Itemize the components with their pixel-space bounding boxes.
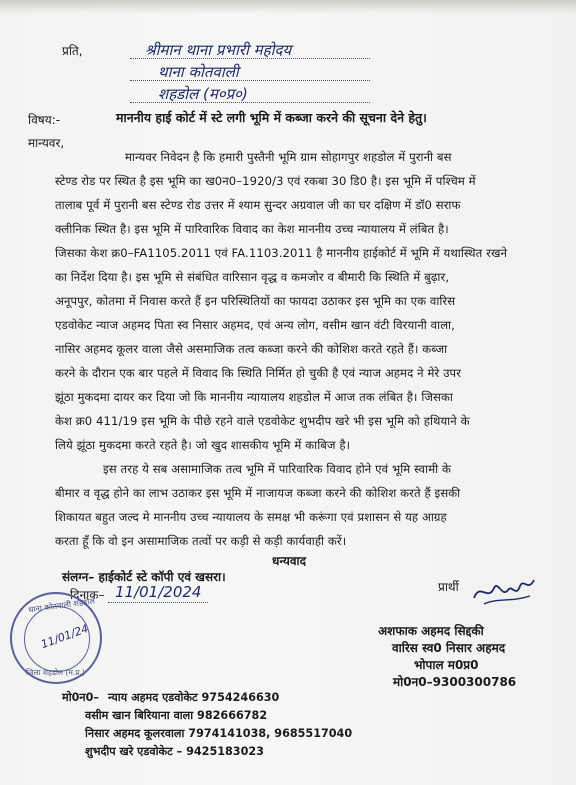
date-rule: [108, 602, 208, 603]
recipient-line-1: श्रीमान थाना प्रभारी महोदय: [145, 41, 292, 59]
prati-label: प्रति,: [62, 44, 83, 58]
contact-line: शुभदीप खरे एडवोकेट – 9425183023: [85, 745, 264, 758]
body-line: नासिर अहमद कूलर वाला जैसे असमाजिक तत्व कब्जा करने की कोशिश करते रहते हैं। कब्जा: [55, 342, 448, 356]
police-stamp: [10, 592, 102, 684]
applicant-signature: [470, 568, 540, 610]
body-line: झूंठा मुकदमा दायर कर दिया जो कि माननीय न्यायालय शहडोल में आज तक लंबित है। जिसका: [55, 390, 453, 404]
body-line: तालाब पूर्व में पुरानी बस स्टेण्ड रोड उत्तर में श्याम सुन्दर अग्रवाल जी का घर दक्षिण में डॉ0 सराफ: [55, 198, 461, 212]
dotted-rule-1: [130, 58, 370, 60]
body-line: जिसका केश क्र0–FA1105.2011 एवं FA.1103.2011 है माननीय हाईकोर्ट में भूमि में यथास्थित रखने: [55, 246, 508, 260]
recipient-line-2: थाना कोतवाली: [158, 63, 239, 81]
body-line: केश क्र0 411/19 इस भूमि के पीछे रहने वाले एडवोकेट शुभदीप खरे भी इस भूमि को हथियाने के: [55, 414, 470, 428]
stamp-ring-text: थाना कोतवाली शहडोल: [27, 596, 96, 615]
dotted-rule-2: [130, 80, 370, 82]
body-line: करता हूँ कि वो इन असामाजिक तत्वों पर कड़ी से कड़ी कार्यवाही करें।: [55, 534, 347, 548]
subject-label: विषय:-: [28, 113, 61, 127]
body-line: का निर्देश दिया है। इस भूमि से संबंधित वारिसान वृद्ध व कमजोर व बीमारी कि स्थिति में बुढ़ार,: [55, 270, 450, 284]
stamp-handwritten-date: 11/01/24: [39, 621, 91, 652]
recipient-line-3: शहडोल (म०प्र०): [158, 85, 248, 103]
body-line: शिकायत बहुत जल्द मे माननीय उच्च न्यायालय के समक्ष भी करूंगा एवं प्रशासन से यह आग्रह: [55, 510, 447, 524]
subject-text: माननीय हाई कोर्ट में स्टे लगी भूमि में कब्जा करने की सूचना देने हेतु।: [116, 110, 427, 125]
body-line: करने के दौरान एक बार पहले में विवाद कि स्थिति निर्मित हो चुकी है एवं न्याज अहमद ने मेरे उपर: [55, 366, 462, 380]
body-line: अनूपपुर, कोतमा में निवास करते हैं इन परिस्थितियों का फायदा उठाकर इस भूमि का एक वारिस: [55, 294, 456, 308]
body-line: इस तरह ये सब असामाजिक तत्व भूमि में पारिवारिक विवाद होने एवं भूमि स्वामी के: [103, 462, 452, 476]
body-line: एडवोकेट न्याज अहमद पिता स्व निसार अहमद, एवं अन्य लोग, वसीम खान वंटी विरयानी वाला,: [55, 318, 455, 332]
body-line: बीमार व वृद्ध होने का लाभ उठाकर इस भूमि में नाजायज कब्जा करने की कोशिश करते हैं इसकी: [55, 486, 461, 500]
contact-line: न्याय अहमद एडवोकेट 9754246630: [108, 691, 280, 704]
body-line: क्लीनिक स्थित है। इस भूमि में पारिवारिक विवाद का केश माननीय उच्च न्यायालय में लंबित है।: [55, 222, 449, 236]
page-shadow: [0, 0, 576, 14]
enclosure-note: संलग्न– हाईकोर्ट स्टे कॉपी एवं खसरा।: [62, 570, 226, 584]
applicant-mobile: मो0न0–9300300786: [393, 675, 517, 689]
body-line: स्टेण्ड रोड पर स्थित है इस भूमि का ख0न0–1920/3 एवं रकबा 30 डि0 है। इस भूमि में पश्चिम में: [55, 174, 476, 188]
body-line: लिये झूंठा मुकदमा करते रहते है। जो खुद शासकीय भूमि में काबिज है।: [55, 438, 351, 452]
applicant-name: अशफाक अहमद सिद्दकी: [378, 624, 484, 638]
contact-line: निसार अहमद कूलरवाला 7974141038, 9685517040: [85, 727, 353, 740]
applicant-relation: वारिस स्व0 निसार अहमद: [392, 641, 506, 655]
body-line: मान्यवर निवेदन है कि हमारी पुस्तैनी भूमि ग्राम सोहागपुर शहडोल में पुरानी बस: [125, 150, 452, 164]
contacts-label: मो0न0–: [62, 691, 99, 704]
date-label: दिनाक–: [70, 588, 105, 602]
applicant-label: प्रार्थी: [438, 580, 459, 594]
dotted-rule-3: [130, 102, 370, 104]
stamp-bottom-text: जिला शहडोल (म.प्र.): [26, 668, 85, 677]
applicant-city: भोपाल म0प्र0: [414, 658, 479, 672]
salutation: मान्यवर,: [28, 136, 65, 150]
closing-thanks: धन्यवाद: [272, 554, 307, 568]
contact-line: वसीम खान बिरियाना वाला 982666782: [85, 709, 268, 722]
date-value: 11/01/2024: [115, 583, 202, 601]
